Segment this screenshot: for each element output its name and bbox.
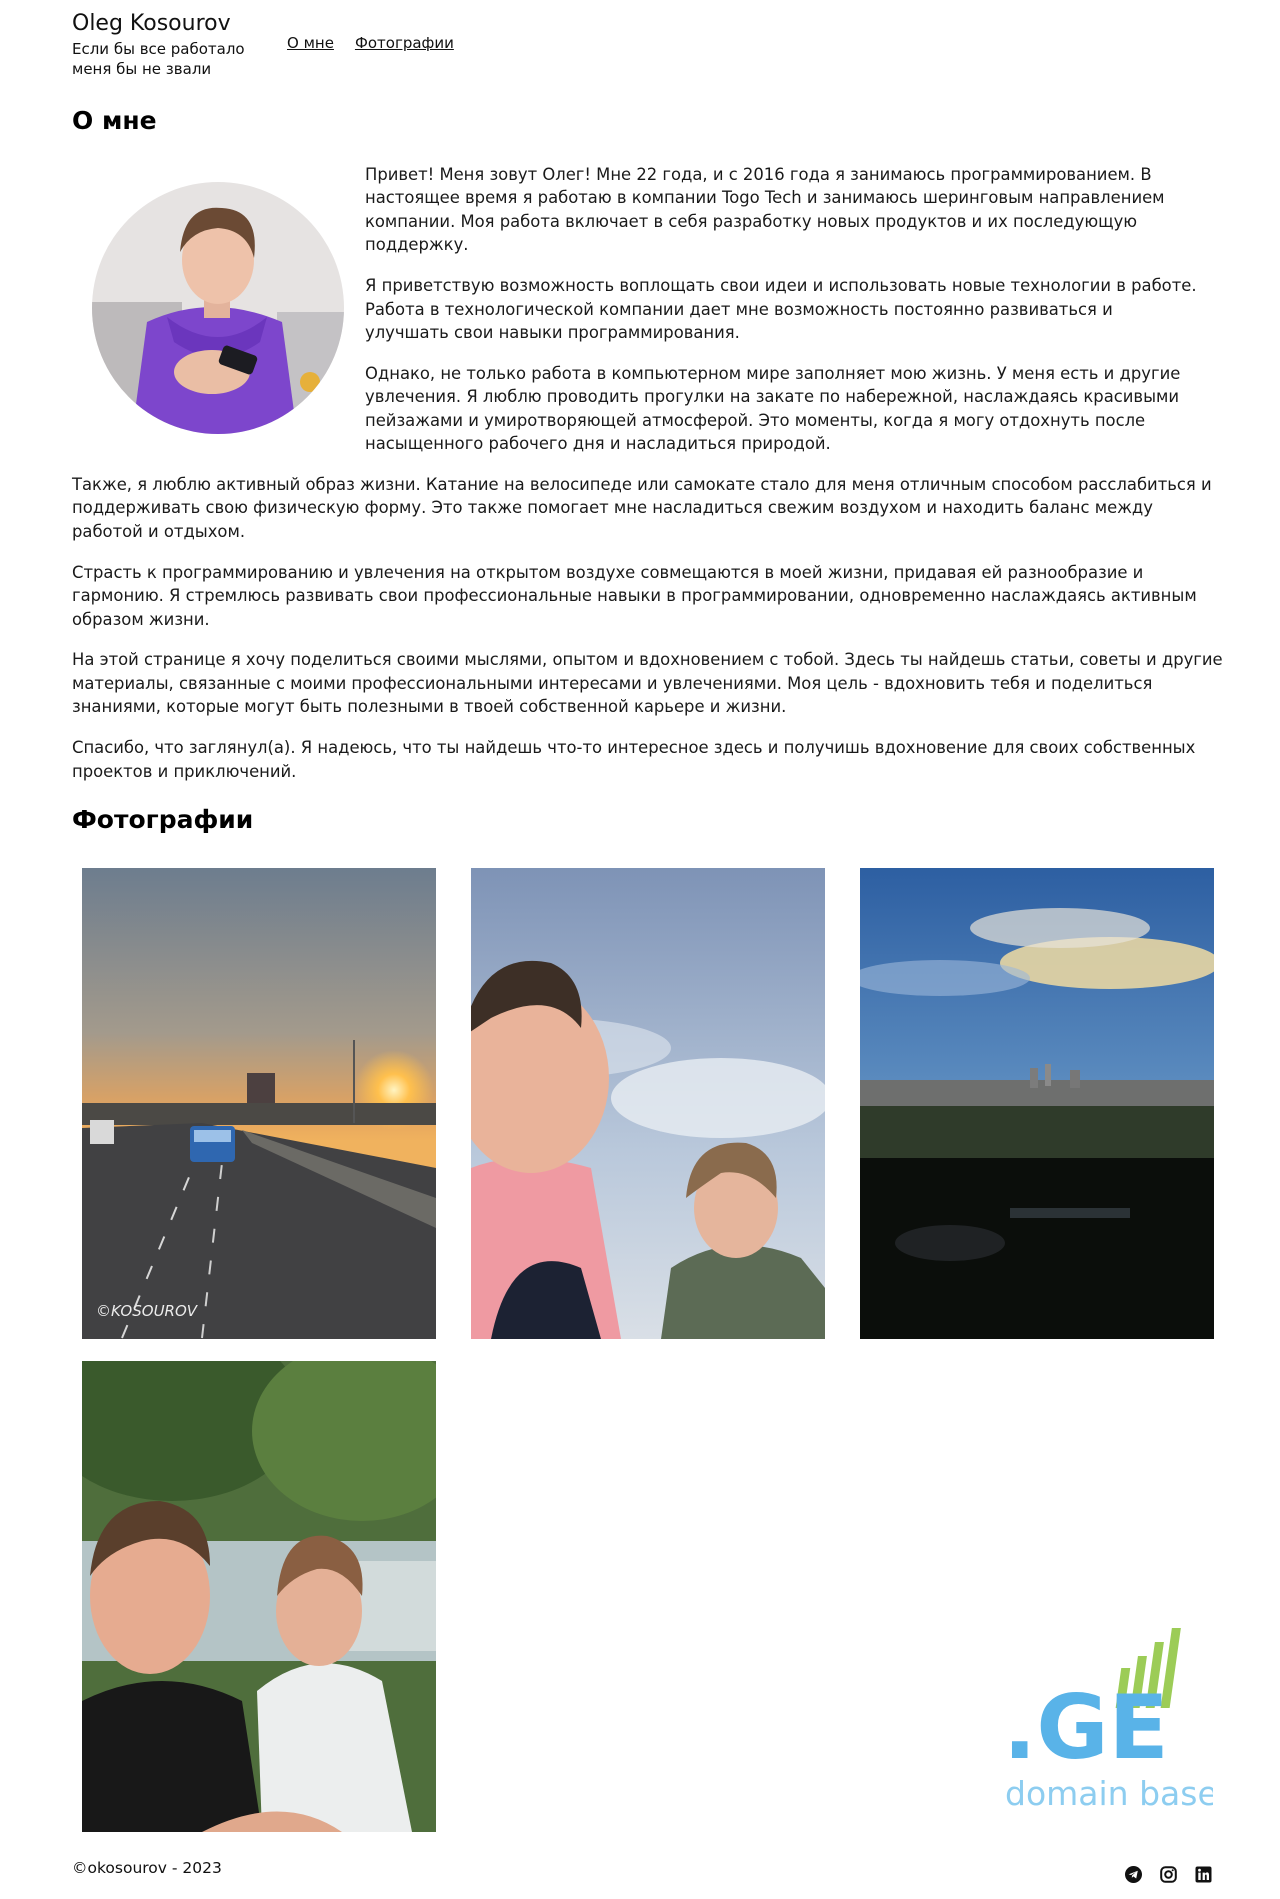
about-paragraph: Спасибо, что заглянул(а). Я надеюсь, что ты найдешь что-то интересное здесь и получишь вдохновение для своих собственных проектов и приключений.: [72, 738, 1196, 781]
social-links: [1125, 1866, 1212, 1883]
telegram-icon[interactable]: [1125, 1866, 1142, 1883]
about-paragraph: Привет! Меня зовут Олег! Мне 22 года, и с 2016 года я занимаюсь программированием. В настоящее время я работаю в компании Togo Tech и занимаюсь шеринговым направлением компании. Моя работа включает в себя разработку новых продуктов и их последующую поддержку.: [365, 165, 1165, 255]
about-paragraph: Страсть к программированию и увлечения на открытом воздухе совмещаются в моей жизни, придавая ей разнообразие и гармонию. Я стремлюсь развивать свои профессиональные навыки в программировании, одновременно наслаждаясь активным образом жизни.: [72, 562, 1197, 629]
about-title: О мне: [72, 106, 157, 135]
badge-caption: domain base: [1005, 1774, 1213, 1813]
main-nav: [287, 34, 454, 52]
photo-city-view[interactable]: [860, 868, 1214, 1339]
badge-logo-text: .GE: [1003, 1676, 1169, 1779]
nav-link-about[interactable]: О мне: [287, 34, 334, 52]
site-header: [72, 10, 1212, 84]
photos-title: Фотографии: [72, 805, 254, 834]
photo-selfie-sky[interactable]: [471, 868, 825, 1339]
footer-copyright: ©okosourov - 2023: [72, 1859, 222, 1877]
about-paragraph: Я приветствую возможность воплощать свои идеи и использовать новые технологии в работе. Работа в технологической компании дает мне возможность постоянно развиваться и улучшать свои навыки программирования.: [365, 276, 1197, 342]
about-more: [72, 473, 1224, 800]
domain-badge[interactable]: [1003, 1620, 1213, 1815]
avatar: [92, 182, 344, 434]
about-intro: [365, 163, 1200, 473]
about-paragraph: На этой странице я хочу поделиться своими мыслями, опытом и вдохновением с тобой. Здесь ты найдешь статьи, советы и другие материалы, связанные с моими профессиональными интересами и увлечениями. Моя цель - вдохновить тебя и поделиться знаниями, которые могут быть полезными в твоей собственной карьере и жизни.: [72, 650, 1223, 717]
site-tagline: Если бы все работало меня бы не звали: [72, 40, 245, 78]
photo-watermark: ©KOSOUROV: [96, 1302, 198, 1320]
linkedin-icon[interactable]: [1195, 1866, 1212, 1883]
about-paragraph: Также, я люблю активный образ жизни. Катание на велосипеде или самокате стало для меня отличным способом расслабиться и поддерживать свою физическую форму. Это также помогает мне насладиться свежим воздухом и находить баланс между работой и отдыхом.: [72, 475, 1212, 541]
photo-selfie-park[interactable]: [82, 1361, 436, 1832]
photo-sunset-road[interactable]: [82, 868, 436, 1339]
brand: [72, 10, 272, 79]
nav-link-photos[interactable]: Фотографии: [354, 34, 454, 52]
site-name: Oleg Kosourov: [72, 11, 231, 36]
about-paragraph: Однако, не только работа в компьютерном мире заполняет мою жизнь. У меня есть и другие увлечения. Я люблю проводить прогулки на закате по набережной, наслаждаясь красивыми пейзажами и умиротворяющей атмосферой. Это моменты, когда я могу отдохнуть после насыщенного рабочего дня и насладиться природой.: [365, 363, 1181, 454]
instagram-icon[interactable]: [1160, 1866, 1177, 1883]
